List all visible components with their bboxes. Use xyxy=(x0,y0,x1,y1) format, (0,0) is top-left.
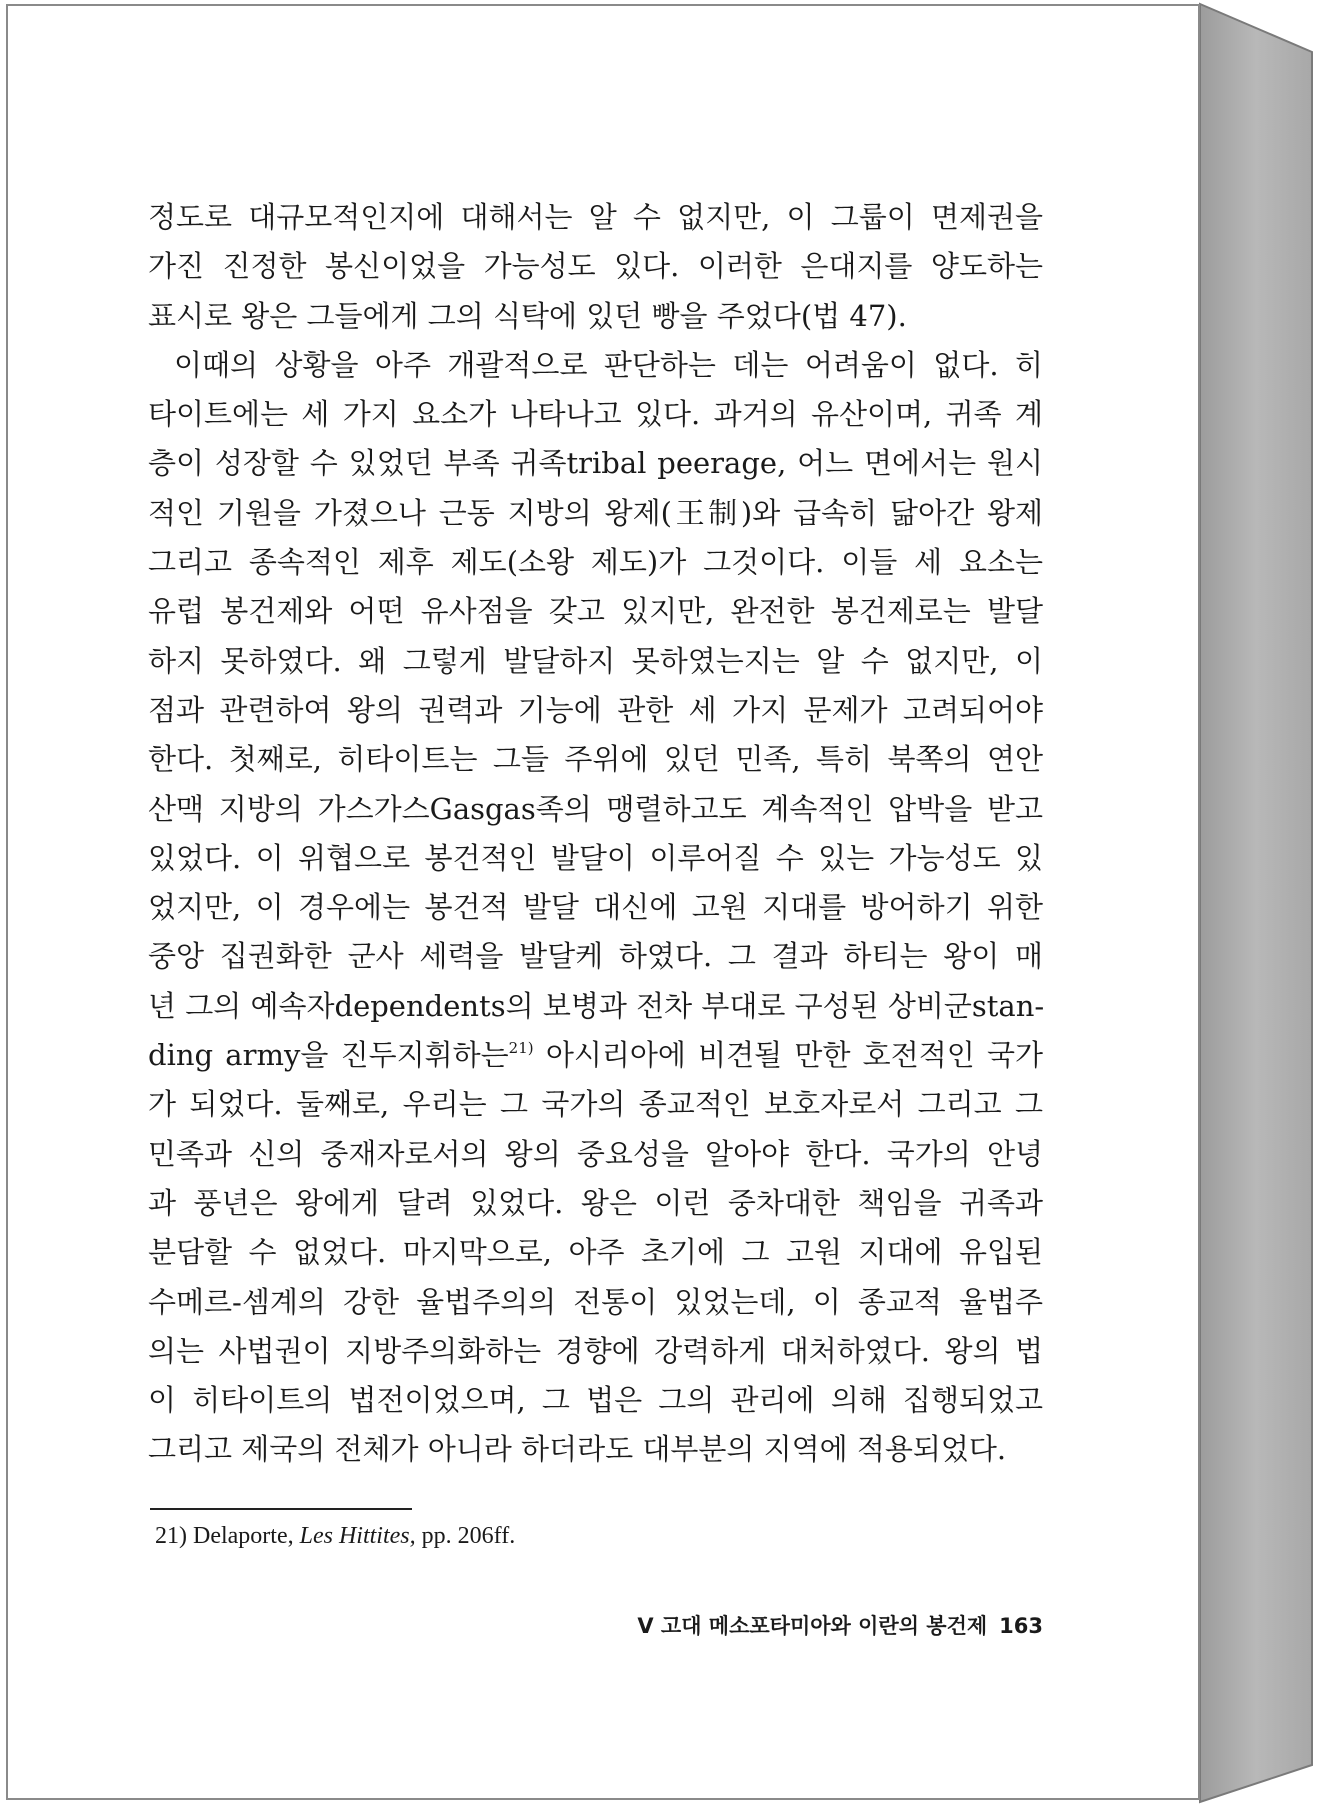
text-line: 타이트에는 세 가지 요소가 나타나고 있다. 과거의 유산이며, 귀족 계 xyxy=(148,397,1043,432)
page-stack-side xyxy=(1200,4,1312,1802)
text-line: 의는 사법권이 지방주의화하는 경향에 강력하게 대처하였다. 왕의 법 xyxy=(148,1333,1043,1368)
footnote xyxy=(155,1523,515,1550)
text-line: 그리고 종속적인 제후 제도(소왕 제도)가 그것이다. 이들 세 요소는 xyxy=(148,545,1043,580)
footnote-pages: pp. 206ff. xyxy=(421,1523,516,1549)
text-line: 적인 기원을 가졌으나 근동 지방의 왕제(王制)와 급속히 닮아간 왕제 xyxy=(148,495,1043,530)
text-line: 층이 성장할 수 있었던 부족 귀족tribal peerage, 어느 면에서는 원시 xyxy=(148,446,1043,481)
chapter-title: V 고대 메소포타미아와 이란의 봉건제 xyxy=(637,1614,988,1638)
page-number: 163 xyxy=(999,1614,1043,1638)
text-line: 가 되었다. 둘째로, 우리는 그 국가의 종교적인 보호자로서 그리고 그 xyxy=(148,1087,1043,1122)
text-line: 유럽 봉건제와 어떤 유사점을 갖고 있지만, 완전한 봉건제로는 발달 xyxy=(148,594,1043,629)
footnote-author: Delaporte, xyxy=(193,1523,294,1549)
body-text xyxy=(148,193,1043,1475)
text-segment: ding army을 진두지휘하는 xyxy=(148,1038,509,1073)
text-line: 하지 못하였다. 왜 그렇게 발달하지 못하였는지는 알 수 없지만, 이 xyxy=(148,643,1043,678)
text-line: 한다. 첫째로, 히타이트는 그들 주위에 있던 민족, 특히 북쪽의 연안 xyxy=(148,742,1043,777)
text-segment: 아시리아에 비견될 만한 호전적인 국가 xyxy=(545,1038,1043,1073)
text-line: 과 풍년은 왕에게 달려 있었다. 왕은 이런 중차대한 책임을 귀족과 xyxy=(148,1185,1043,1220)
footnote-reference: 21) xyxy=(508,1039,534,1058)
text-line: 년 그의 예속자dependents의 보병과 전차 부대로 구성된 상비군stan- xyxy=(148,988,1045,1023)
text-line: 그리고 제국의 전체가 아니라 하더라도 대부분의 지역에 적용되었다. xyxy=(148,1432,1007,1467)
text-line: 가진 진정한 봉신이었을 가능성도 있다. 이러한 은대지를 양도하는 xyxy=(148,249,1043,284)
footnote-number: 21) xyxy=(155,1523,187,1549)
text-line: 었지만, 이 경우에는 봉건적 발달 대신에 고원 지대를 방어하기 위한 xyxy=(148,890,1043,925)
text-line: 중앙 집권화한 군사 세력을 발달케 하였다. 그 결과 하티는 왕이 매 xyxy=(148,939,1043,974)
footnote-divider xyxy=(150,1508,412,1510)
running-footer xyxy=(558,1610,1043,1640)
text-line: 산맥 지방의 가스가스Gasgas족의 맹렬하고도 계속적인 압박을 받고 xyxy=(148,791,1043,826)
text-line: 점과 관련하여 왕의 권력과 기능에 관한 세 가지 문제가 고려되어야 xyxy=(148,692,1043,727)
footnote-title: Les Hittites, xyxy=(299,1523,416,1549)
text-line: 있었다. 이 위협으로 봉건적인 발달이 이루어질 수 있는 가능성도 있 xyxy=(148,840,1043,875)
text-line: 표시로 왕은 그들에게 그의 식탁에 있던 빵을 주었다(법 47). xyxy=(148,298,907,333)
text-line: 이 히타이트의 법전이었으며, 그 법은 그의 관리에 의해 집행되었고 xyxy=(148,1383,1043,1418)
text-line: 정도로 대규모적인지에 대해서는 알 수 없지만, 이 그룹이 면제권을 xyxy=(148,200,1043,234)
text-line: 분담할 수 없었다. 마지막으로, 아주 초기에 그 고원 지대에 유입된 xyxy=(148,1235,1043,1270)
text-line: 민족과 신의 중재자로서의 왕의 중요성을 알아야 한다. 국가의 안녕 xyxy=(148,1136,1043,1171)
text-line-with-footnote xyxy=(148,1031,1043,1080)
text-line: 수메르-셈계의 강한 율법주의의 전통이 있었는데, 이 종교적 율법주 xyxy=(148,1284,1043,1319)
paragraph-first-line: 이때의 상황을 아주 개괄적으로 판단하는 데는 어려움이 없다. 히 xyxy=(174,347,1043,382)
